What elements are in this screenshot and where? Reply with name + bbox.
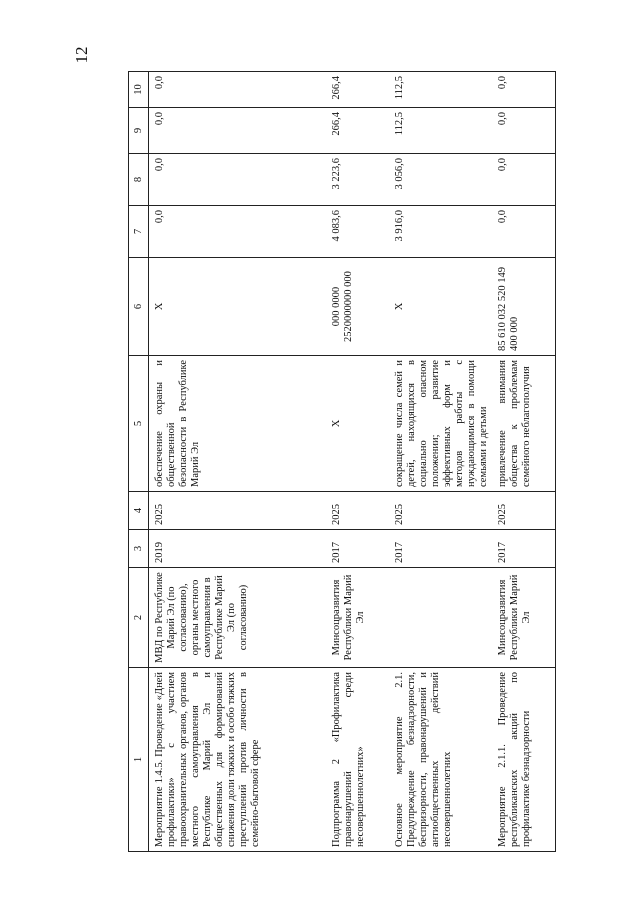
amount-cell: 0,0: [149, 108, 327, 154]
activity-name-cell: Мероприятие 1.4.5. Проведение «Дней профилактики» с участием правоохранительных органов, органов местного самоуправления в Республике Марий Эл и общественных для формирований снижения доли тяжких и особо тяжких преступлений против личности в семейно-бытовой сфере: [149, 668, 327, 852]
expected-result-cell: привлечение внимания общества к проблемам семейного неблагополучия: [492, 356, 556, 492]
executor-cell: Минсоцразвития Республики Марий Эл: [492, 568, 556, 668]
executor-cell: МВД по Республике Марий Эл (по согласованию), органы местного самоуправления в Республике Марий Эл (по согласованию): [149, 568, 327, 668]
budget-code-cell: Х: [389, 258, 492, 356]
amount-cell: 0,0: [149, 154, 327, 206]
column-header: 6: [129, 258, 149, 356]
amount-cell: 266,4: [326, 108, 389, 154]
start-year-cell: 2017: [389, 530, 492, 568]
column-header: 7: [129, 206, 149, 258]
amount-cell: 112,5: [389, 72, 492, 108]
table-row: [389, 72, 492, 852]
amount-cell: 3 916,0: [389, 206, 492, 258]
column-header: 3: [129, 530, 149, 568]
column-header: 5: [129, 356, 149, 492]
amount-cell: 266,4: [326, 72, 389, 108]
expected-result-cell: сокращение числа семей и детей, находящихся в социально опасном положении; развитие эффективных форм и методов работы с нуждающимися в помощи семьями и детьми: [389, 356, 492, 492]
amount-cell: 0,0: [492, 154, 556, 206]
column-header: 9: [129, 108, 149, 154]
activity-name-cell: Основное мероприятие 2.1. Предупреждение безнадзорности, беспризорности, правонарушений и антиобщественных действий несовершеннолетних: [389, 668, 492, 852]
end-year-cell: 2025: [492, 492, 556, 530]
executor-cell: Минсоцразвития Республики Марий Эл: [326, 568, 389, 668]
amount-cell: 0,0: [492, 108, 556, 154]
amount-cell: 0,0: [149, 72, 327, 108]
amount-cell: 0,0: [492, 206, 556, 258]
table-row: [149, 72, 327, 852]
activity-name-cell: Мероприятие 2.1.1. Проведение республиканских акций по профилактике безнадзорности: [492, 668, 556, 852]
table-row: [492, 72, 556, 852]
budget-code-cell: Х: [149, 258, 327, 356]
amount-cell: 112,5: [389, 108, 492, 154]
column-header: 2: [129, 568, 149, 668]
table-header-row: [129, 72, 149, 852]
start-year-cell: 2017: [326, 530, 389, 568]
end-year-cell: 2025: [326, 492, 389, 530]
start-year-cell: 2017: [492, 530, 556, 568]
executor-cell: [389, 568, 492, 668]
end-year-cell: 2025: [149, 492, 327, 530]
column-header: 10: [129, 72, 149, 108]
amount-cell: 0,0: [149, 206, 327, 258]
start-year-cell: 2019: [149, 530, 327, 568]
rotated-table-wrapper: [128, 72, 532, 852]
column-header: 1: [129, 668, 149, 852]
amount-cell: 0,0: [492, 72, 556, 108]
rotated-table-area: [128, 72, 532, 852]
amount-cell: 4 083,6: [326, 206, 389, 258]
column-header: 4: [129, 492, 149, 530]
table-row: [326, 72, 389, 852]
page-number: 12: [72, 46, 91, 64]
expected-result-cell: Х: [326, 356, 389, 492]
budget-code-cell: 000 0000 2520000000 000: [326, 258, 389, 356]
amount-cell: 3 056,0: [389, 154, 492, 206]
activity-name-cell: Подпрограмма 2 «Профилактика правонарушений среди несовершеннолетних»: [326, 668, 389, 852]
expected-result-cell: обеспечение охраны и общественной безопасности в Республике Марий Эл: [149, 356, 327, 492]
budget-code-cell: 85 610 032 520 149 400 000: [492, 258, 556, 356]
amount-cell: 3 223,6: [326, 154, 389, 206]
column-header: 8: [129, 154, 149, 206]
end-year-cell: 2025: [389, 492, 492, 530]
program-table: [128, 71, 556, 852]
